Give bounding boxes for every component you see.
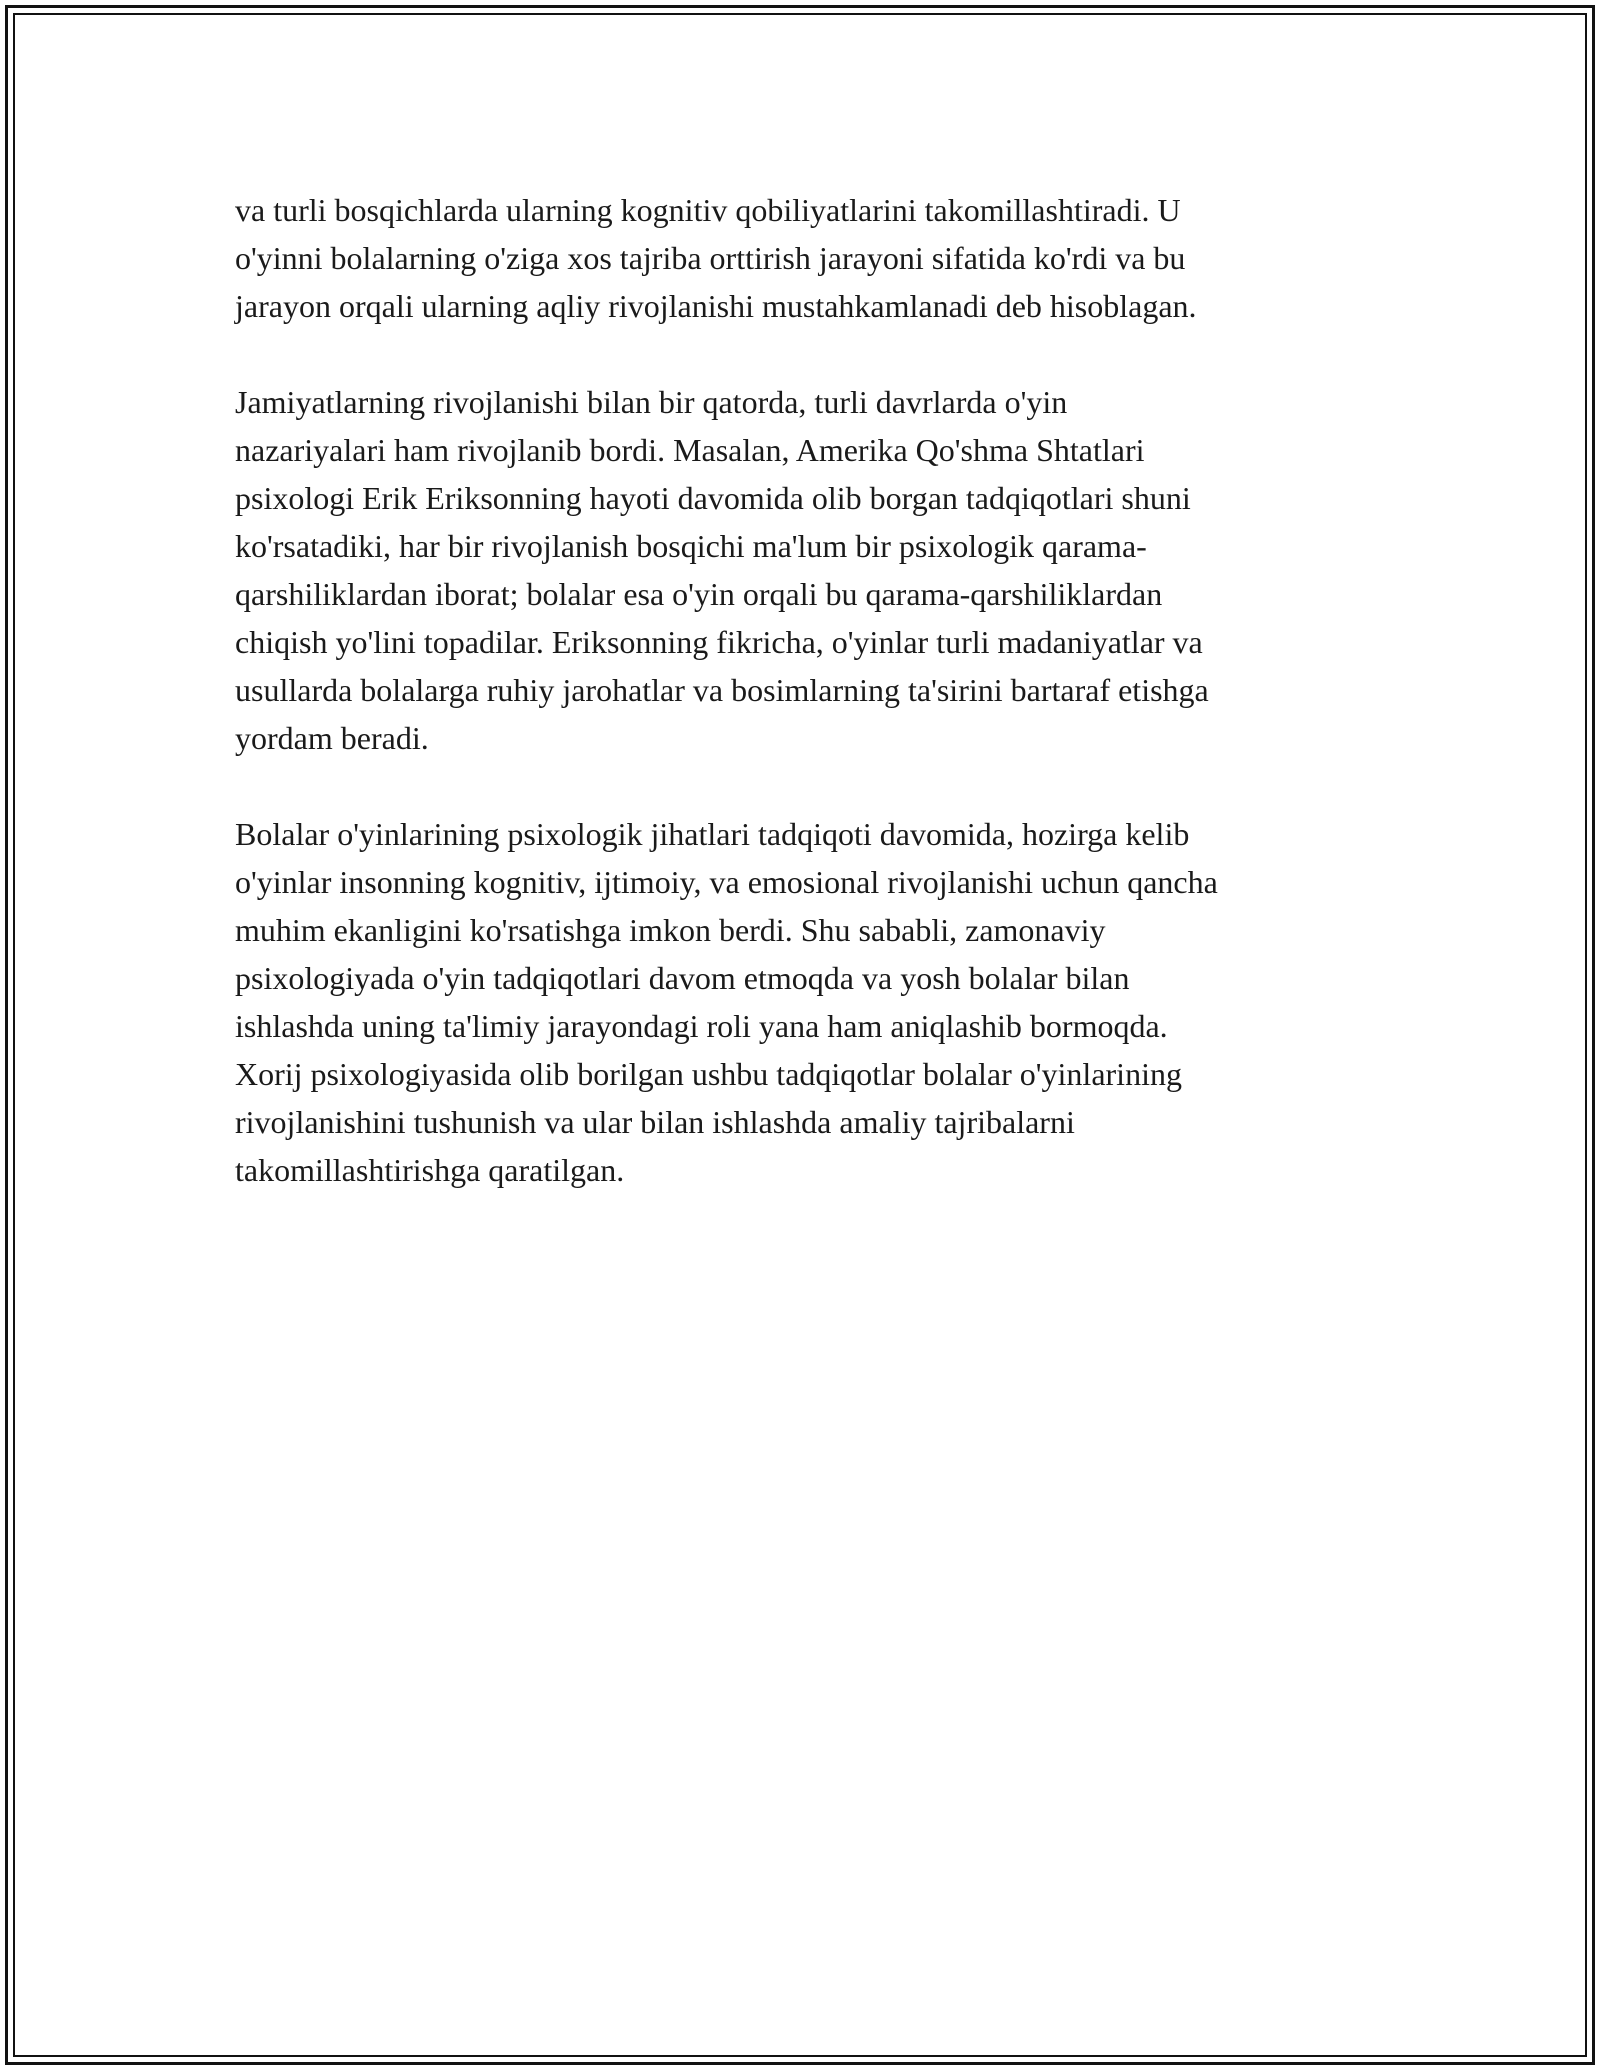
text-line: Xorij psixologiyasida olib borilgan ushbu tadqiqotlar bolalar o'yinlarining: [235, 1056, 1182, 1092]
text-line: yordam beradi.: [235, 720, 429, 756]
paragraph-3: [235, 810, 1395, 1194]
text-line: psixologiyada o'yin tadqiqotlari davom etmoqda va yosh bolalar bilan: [235, 960, 1130, 996]
text-line: chiqish yo'lini topadilar. Eriksonning fikricha, o'yinlar turli madaniyatlar va: [235, 624, 1203, 660]
text-line: usullarda bolalarga ruhiy jarohatlar va bosimlarning ta'sirini bartaraf etishga: [235, 672, 1209, 708]
text-line: o'yinlar insonning kognitiv, ijtimoiy, va emosional rivojlanishi uchun qancha: [235, 864, 1218, 900]
text-line: nazariyalari ham rivojlanib bordi. Masalan, Amerika Qo'shma Shtatlari: [235, 432, 1145, 468]
text-line: ko'rsatadiki, har bir rivojlanish bosqichi ma'lum bir psixologik qarama-: [235, 528, 1147, 564]
text-line: takomillashtirishga qaratilgan.: [235, 1152, 625, 1188]
text-line: ishlashda uning ta'limiy jarayondagi roli yana ham aniqlashib bormoqda.: [235, 1008, 1168, 1044]
text-line: psixologi Erik Eriksonning hayoti davomida olib borgan tadqiqotlari shuni: [235, 480, 1191, 516]
text-line: o'yinni bolalarning o'ziga xos tajriba orttirish jarayoni sifatida ko'rdi va bu: [235, 240, 1186, 276]
paragraph-1: [235, 186, 1395, 330]
text-line: Bolalar o'yinlarining psixologik jihatlari tadqiqoti davomida, hozirga kelib: [235, 816, 1190, 852]
text-line: qarshiliklardan iborat; bolalar esa o'yin orqali bu qarama-qarshiliklardan: [235, 576, 1163, 612]
paragraph-2: [235, 378, 1395, 762]
text-line: jarayon orqali ularning aqliy rivojlanishi mustahkamlanadi deb hisoblagan.: [235, 288, 1197, 324]
document-body: [235, 186, 1395, 1242]
text-line: rivojlanishini tushunish va ular bilan ishlashda amaliy tajribalarni: [235, 1104, 1075, 1140]
text-line: va turli bosqichlarda ularning kognitiv qobiliyatlarini takomillashtiradi. U: [235, 192, 1181, 228]
text-line: Jamiyatlarning rivojlanishi bilan bir qatorda, turli davrlarda o'yin: [235, 384, 1068, 420]
text-line: muhim ekanligini ko'rsatishga imkon berdi. Shu sababli, zamonaviy: [235, 912, 1106, 948]
